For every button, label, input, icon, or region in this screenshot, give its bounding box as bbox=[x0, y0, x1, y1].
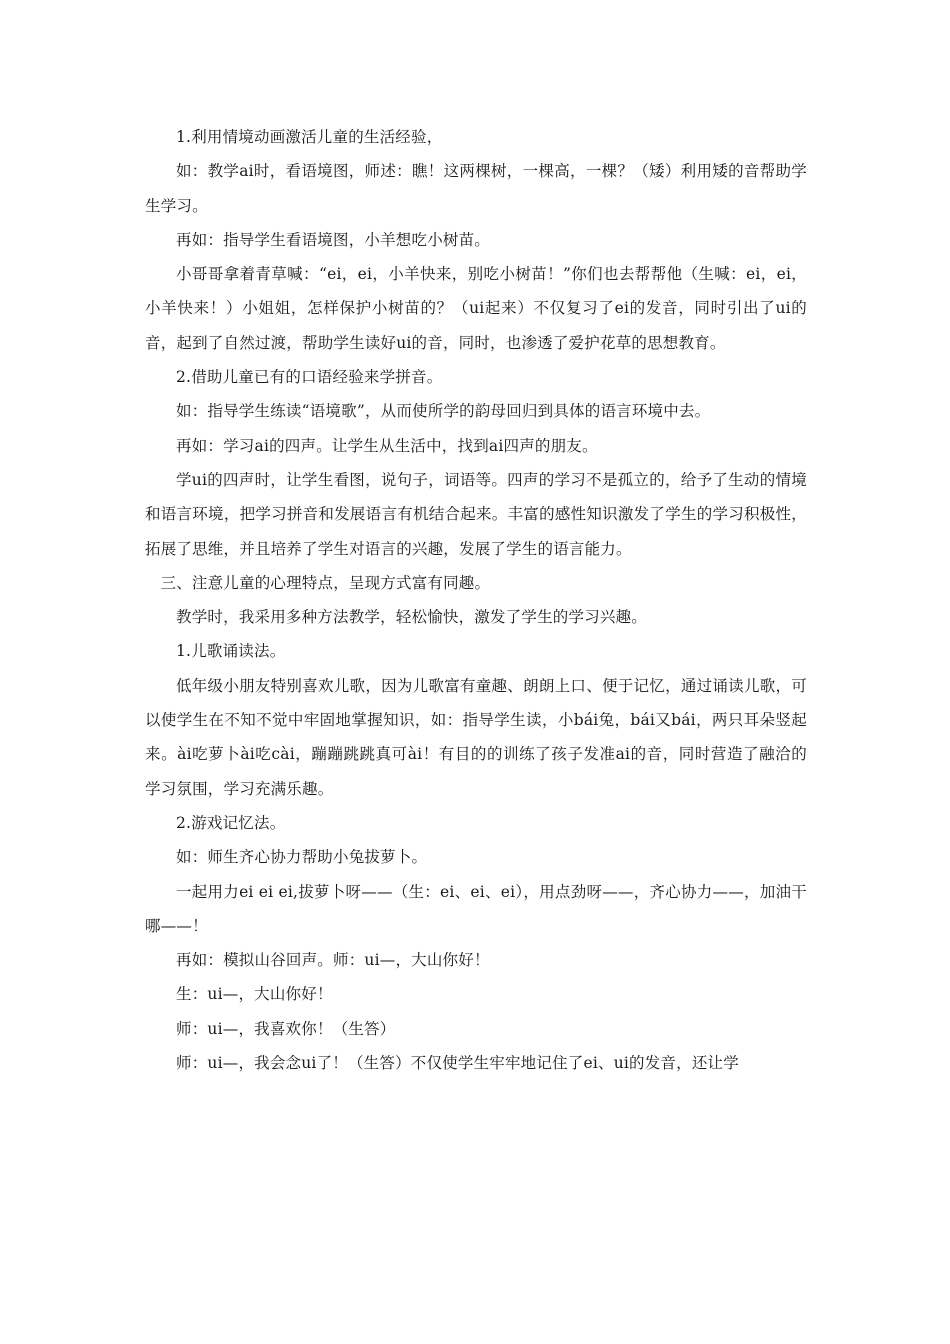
paragraph: 再如：学习ai的四声。让学生从生活中，找到ai四声的朋友。 bbox=[176, 436, 598, 455]
document-body bbox=[145, 120, 807, 1080]
section-heading-3: 三、注意儿童的心理特点，呈现方式富有同趣。 bbox=[160, 573, 491, 592]
paragraph: 如：师生齐心协力帮助小兔拔萝卜。 bbox=[176, 848, 428, 867]
paragraph: 教学时，我采用多种方法教学，轻松愉快，激发了学生的学习兴趣。 bbox=[176, 608, 648, 627]
paragraph-heading-method-1: 1.儿歌诵读法。 bbox=[176, 642, 286, 661]
paragraph-heading-method-2: 2.游戏记忆法。 bbox=[176, 813, 286, 832]
paragraph: 师：ui—，我会念ui了！（生答）不仅使学生牢牢地记住了ei、ui的发音，还让学 bbox=[176, 1054, 739, 1073]
paragraph: 生：ui—，大山你好！ bbox=[176, 985, 333, 1004]
paragraph: 如：指导学生练读“语境歌”，从而使所学的韵母回归到具体的语言环境中去。 bbox=[176, 402, 711, 421]
paragraph: 师：ui—，我喜欢你！（生答） bbox=[176, 1019, 396, 1038]
paragraph: 学ui的四声时，让学生看图，说句子，词语等。四声的学习不是孤立的，给予了生动的情境和语言环境，把学习拼音和发展语言有机结合起来。丰富的感性知识激发了学生的学习积极性，拓展了思维，并且培养了学生对语言的兴趣，发展了学生的语言能力。 bbox=[145, 470, 807, 558]
paragraph: 一起用力ei ei ei,拔萝卜呀——（生：ei、ei、ei），用点劲呀——，齐心协力——，加油干哪——！ bbox=[145, 882, 807, 935]
paragraph: 再如：模拟山谷回声。师：ui—，大山你好！ bbox=[176, 951, 490, 970]
paragraph: 低年级小朋友特别喜欢儿歌，因为儿歌富有童趣、朗朗上口、便于记忆，通过诵读儿歌，可以使学生在不知不觉中牢固地掌握知识，如：指导学生读，小bái兔，bái又bái，两只耳朵竖起来。ài吃萝卜ài吃cài，蹦蹦跳跳真可ài！有目的的训练了孩子发准ai的音，同时营造了融洽的学习氛围，学习充满乐趣。 bbox=[145, 676, 807, 798]
paragraph: 再如：指导学生看语境图，小羊想吃小树苗。 bbox=[176, 230, 491, 249]
paragraph-heading-1: 1.利用情境动画激活儿童的生活经验， bbox=[176, 128, 443, 146]
paragraph-heading-2: 2.借助儿童已有的口语经验来学拼音。 bbox=[176, 368, 443, 387]
paragraph: 如：教学ai时，看语境图，师述：瞧！这两棵树，一棵高，一棵？（矮）利用矮的音帮助学生学习。 bbox=[145, 162, 807, 215]
paragraph: 小哥哥拿着青草喊：“ei，ei，小羊快来，别吃小树苗！”你们也去帮帮他（生喊：ei，ei，小羊快来！）小姐姐，怎样保护小树苗的？（ui起来）不仅复习了ei的发音，同时引出了ui的音，起到了自然过渡，帮助学生读好ui的音，同时，也渗透了爱护花草的思想教育。 bbox=[145, 265, 807, 352]
